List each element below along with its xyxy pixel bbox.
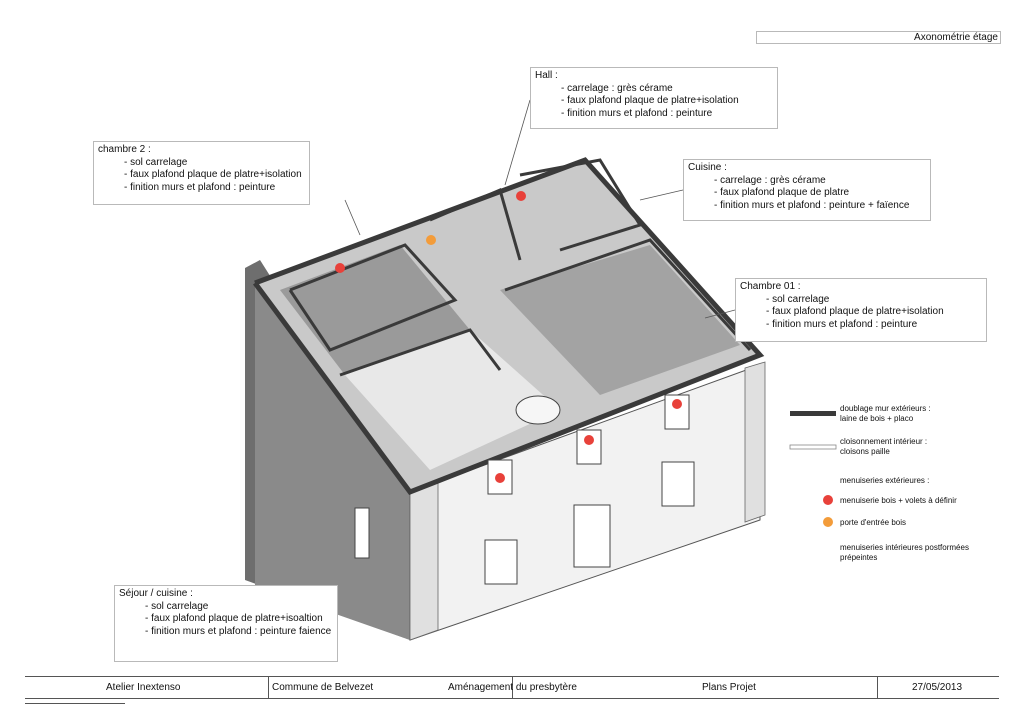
facade-window-2 xyxy=(662,462,694,506)
annotation-chambre1 xyxy=(735,278,987,342)
marker-red-4 xyxy=(584,435,594,445)
annotation-chambre2 xyxy=(93,141,310,205)
marker-red-3 xyxy=(672,399,682,409)
list-item: - faux plafond plaque de platre+isolation xyxy=(124,169,309,182)
footer-date: 27/05/2013 xyxy=(912,682,963,693)
footer-plan-type: Plans Projet xyxy=(702,682,756,693)
drawing-title: Axonométrie étage xyxy=(914,32,998,43)
annotation-cuisine xyxy=(683,159,931,221)
list-item: - faux plafond plaque de platre+isoaltion xyxy=(145,613,337,626)
legend-menuiserie-bois: menuiserie bois + volets à définir xyxy=(840,496,957,505)
annotation-cuisine-list xyxy=(684,175,930,213)
list-item: - finition murs et plafond : peinture xyxy=(766,319,986,332)
legend-cloisonnement: cloisonnement intérieur : cloisons paille xyxy=(840,437,928,456)
footer-under-line xyxy=(25,703,125,704)
annotation-hall-list xyxy=(531,83,777,121)
legend-porte-entree: porte d'entrée bois xyxy=(840,518,907,527)
list-item: - sol carrelage xyxy=(766,294,986,307)
dining-table xyxy=(516,396,560,424)
annotation-chambre1-title: Chambre 01 : xyxy=(740,281,801,292)
annotation-chambre2-title: chambre 2 : xyxy=(98,144,151,155)
leader-hall xyxy=(505,100,530,185)
legend-red-dot xyxy=(823,495,833,505)
legend-menuiseries-int: menuiseries intérieures postformées prépeintes xyxy=(840,543,969,562)
footer-project: Aménagement du presbytère xyxy=(448,682,577,693)
legend-doublage-swatch xyxy=(790,411,836,416)
annotation-chambre2-list xyxy=(94,157,309,195)
marker-red-2 xyxy=(516,191,526,201)
marker-red-1 xyxy=(335,263,345,273)
facade-door xyxy=(574,505,610,567)
legend-menuiseries-ext: menuiseries extérieures : xyxy=(840,476,930,485)
list-item: - faux plafond plaque de platre+isolation xyxy=(561,95,777,108)
legend-doublage: doublage mur extérieurs : laine de bois + placo xyxy=(840,404,931,423)
list-item: - sol carrelage xyxy=(145,601,337,614)
list-item: - faux plafond plaque de platre xyxy=(714,187,930,200)
annotation-hall xyxy=(530,67,778,129)
annotation-hall-title: Hall : xyxy=(535,70,558,81)
legend-cloison-swatch xyxy=(790,445,836,449)
footer-company: Atelier Inextenso xyxy=(106,682,181,693)
annotation-sejour xyxy=(114,585,338,662)
footer-bottom-line xyxy=(25,698,999,699)
annotation-sejour-title: Séjour / cuisine : xyxy=(119,588,193,599)
list-item: - faux plafond plaque de platre+isolation xyxy=(766,306,986,319)
left-corner-stones xyxy=(410,482,438,640)
list-item: - carrelage : grès cérame xyxy=(561,83,777,96)
list-item: - finition murs et plafond : peinture faience xyxy=(145,626,337,639)
legend-orange-dot xyxy=(823,517,833,527)
footer-separator xyxy=(877,676,878,698)
list-item: - finition murs et plafond : peinture xyxy=(561,108,777,121)
annotation-cuisine-title: Cuisine : xyxy=(688,162,727,173)
footer-commune: Commune de Belvezet xyxy=(272,682,374,693)
annotation-sejour-list xyxy=(115,601,337,639)
list-item: - finition murs et plafond : peinture xyxy=(124,182,309,195)
marker-red-5 xyxy=(495,473,505,483)
annotation-chambre1-list xyxy=(736,294,986,332)
leader-cuisine xyxy=(640,190,683,200)
facade-window-1 xyxy=(485,540,517,584)
leader-chambre2 xyxy=(345,200,360,235)
list-item: - sol carrelage xyxy=(124,157,309,170)
left-small-window xyxy=(355,508,369,558)
list-item: - carrelage : grès cérame xyxy=(714,175,930,188)
list-item: - finition murs et plafond : peinture + faïence xyxy=(714,200,930,213)
right-corner-stones xyxy=(745,362,765,522)
marker-orange-1 xyxy=(426,235,436,245)
footer-separator xyxy=(268,676,269,698)
